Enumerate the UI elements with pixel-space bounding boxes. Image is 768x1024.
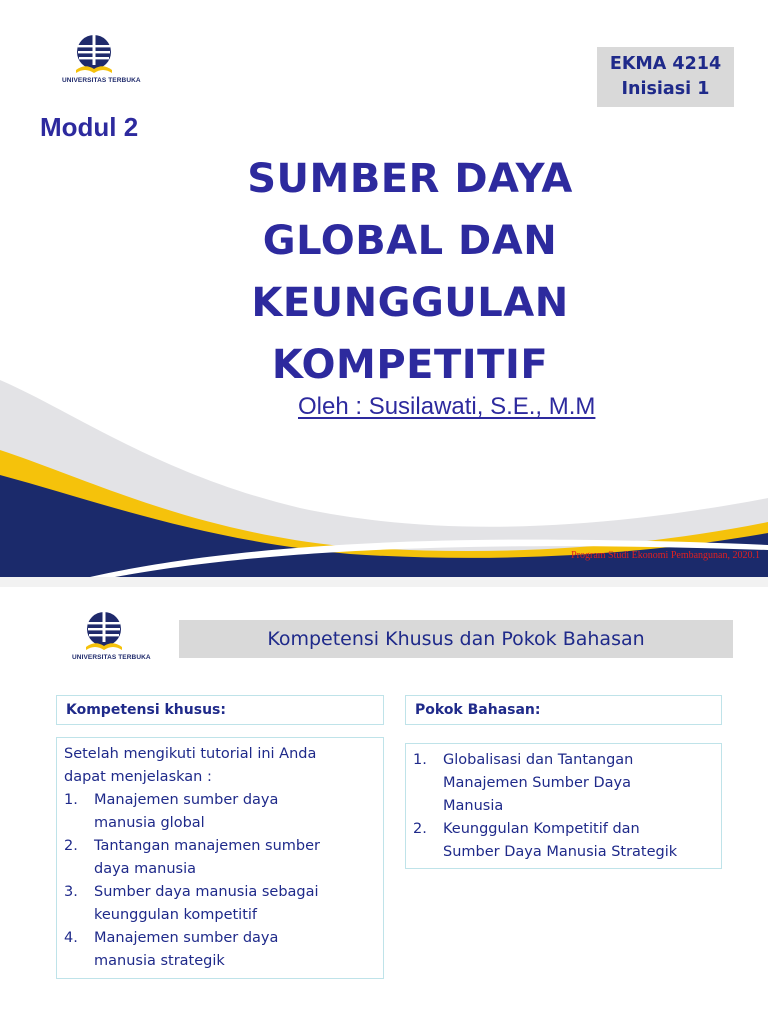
section-heading-text: Kompetensi Khusus dan Pokok Bahasan [267, 628, 645, 650]
list-item-line: Manajemen sumber daya [94, 930, 279, 946]
list-item-line: Manajemen Sumber Daya [443, 775, 631, 791]
university-logo-icon [72, 32, 116, 76]
topics-list [413, 749, 714, 864]
university-logo [72, 609, 151, 661]
competency-header: Kompetensi khusus: [66, 702, 226, 718]
slide-separator [0, 577, 768, 587]
list-item [64, 927, 376, 973]
list-item [64, 835, 376, 881]
list-number: 2. [413, 821, 427, 837]
list-item-line: Tantangan manajemen sumber [94, 838, 321, 854]
list-number: 2. [64, 838, 78, 854]
logo-text: UNIVERSITAS TERBUKA [62, 77, 141, 84]
section-heading [179, 620, 733, 658]
list-number: 1. [413, 752, 427, 768]
list-number: 4. [64, 930, 78, 946]
university-logo [62, 32, 141, 84]
list-item [64, 881, 376, 927]
list-item-line: Globalisasi dan Tantangan [443, 752, 634, 768]
list-item-line: manusia global [94, 815, 205, 831]
logo-text: UNIVERSITAS TERBUKA [72, 654, 151, 661]
list-item [413, 749, 714, 818]
list-item-line: Keunggulan Kompetitif dan [443, 821, 640, 837]
main-title [160, 148, 660, 396]
author-link[interactable]: Oleh : Susilawati, S.E., M.M [298, 393, 596, 420]
course-info-box [597, 47, 734, 107]
session-label: Inisiasi 1 [621, 79, 710, 99]
list-item-line: Sumber daya manusia sebagai [94, 884, 319, 900]
course-code: EKMA 4214 [609, 54, 722, 74]
module-label: Modul 2 [40, 112, 139, 142]
topics-content-box [405, 743, 722, 869]
competency-content-box [56, 737, 384, 979]
list-item [413, 818, 714, 864]
list-item-line: Manajemen sumber daya [94, 792, 279, 808]
list-number: 3. [64, 884, 78, 900]
footer-note: Program Studi Ekonomi Pembangunan, 2020.1 [571, 550, 760, 561]
list-item [64, 789, 376, 835]
topics-header: Pokok Bahasan: [415, 702, 541, 718]
title-line-1: SUMBER DAYA [247, 156, 573, 202]
list-item-line: Sumber Daya Manusia Strategik [443, 844, 678, 860]
competency-list [64, 789, 376, 973]
list-number: 1. [64, 792, 78, 808]
university-logo-icon [82, 609, 126, 653]
competency-intro-line-1: Setelah mengikuti tutorial ini Anda [64, 746, 317, 762]
list-item-line: keunggulan kompetitif [94, 907, 258, 923]
list-item-line: daya manusia [94, 861, 197, 877]
topics-header-box [405, 695, 722, 725]
title-line-4: KOMPETITIF [271, 342, 549, 388]
title-line-2: GLOBAL DAN [262, 218, 558, 264]
competency-intro-line-2: dapat menjelaskan : [64, 769, 212, 785]
title-line-3: KEUNGGULAN [251, 280, 569, 326]
list-item-line: Manusia [443, 798, 504, 814]
competency-header-box [56, 695, 384, 725]
competency-slide [0, 587, 768, 1024]
list-item-line: manusia strategik [94, 953, 225, 969]
